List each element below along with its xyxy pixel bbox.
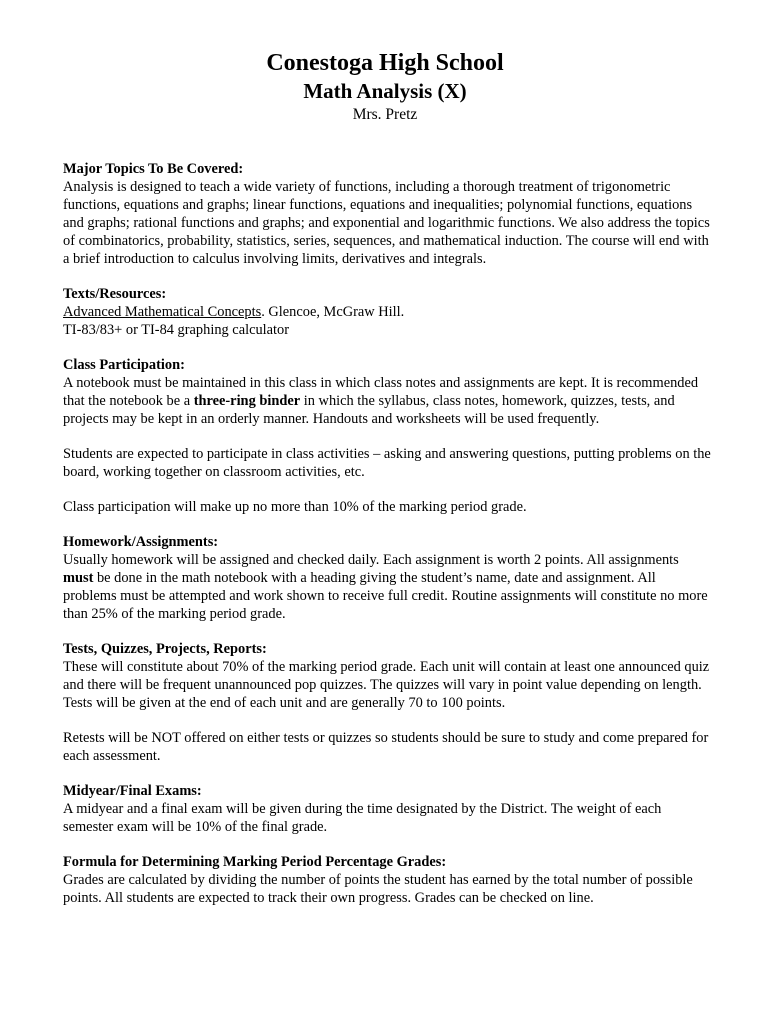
- participation-paragraph-1: [63, 374, 711, 428]
- section-tests: [63, 640, 711, 765]
- section-texts: [63, 285, 711, 339]
- homework-text-b: be done in the math notebook with a heading giving the student’s name, date and assignment. All problems must be attempted and work shown to receive full credit. Routine assignments will constitute no more than 25% of the marking period grade.: [63, 570, 708, 622]
- binder-emphasis: three-ring binder: [193, 393, 301, 409]
- course-title: Math Analysis (X): [303, 79, 467, 103]
- tests-paragraph-2: Retests will be NOT offered on either tests or quizzes so students should be sure to study and come prepared for each assessment.: [63, 730, 709, 764]
- section-exams: [63, 782, 711, 836]
- homework-text-a: Usually homework will be assigned and checked daily. Each assignment is worth 2 points. All assignments: [63, 552, 679, 568]
- participation-paragraph-3: Class participation will make up no more than 10% of the marking period grade.: [63, 499, 527, 515]
- formula-heading: Formula for Determining Marking Period Percentage Grades:: [63, 854, 447, 870]
- formula-body: Grades are calculated by dividing the number of points the student has earned by the total number of possible points. All students are expected to track their own progress. Grades can be checked on line.: [63, 872, 693, 906]
- school-title: Conestoga High School: [266, 50, 504, 76]
- participation-text-b: in which the syllabus, class notes, homework, quizzes, tests, and projects may be kept in an orderly manner. Handouts and worksheets will be used frequently.: [63, 393, 675, 427]
- participation-paragraph-2: Students are expected to participate in class activities – asking and answering questions, putting problems on the board, working together on classroom activities, etc.: [63, 446, 711, 480]
- textbook-title: Advanced Mathematical Concepts: [63, 304, 262, 320]
- syllabus-body: [63, 160, 711, 924]
- teacher-name: Mrs. Pretz: [352, 106, 418, 123]
- textbook-publisher: . Glencoe, McGraw Hill.: [261, 304, 405, 320]
- section-homework: [63, 533, 711, 623]
- tests-heading: Tests, Quizzes, Projects, Reports:: [63, 641, 267, 657]
- textbook-line: [63, 303, 711, 321]
- must-emphasis: must: [63, 570, 94, 586]
- section-topics: [63, 160, 711, 268]
- texts-heading: Texts/Resources:: [63, 286, 167, 302]
- participation-heading: Class Participation:: [63, 357, 185, 373]
- homework-body: [63, 551, 711, 623]
- calculator-line: TI-83/83+ or TI-84 graphing calculator: [63, 322, 290, 338]
- section-formula: [63, 853, 711, 907]
- homework-heading: Homework/Assignments:: [63, 534, 219, 550]
- exams-heading: Midyear/Final Exams:: [63, 783, 202, 799]
- topics-body: Analysis is designed to teach a wide variety of functions, including a thorough treatment of trigonometric functions, equations and graphs; linear functions, equations and inequalities; polynomial functions, equations and graphs; rational functions and graphs; and exponential and logarithmic functions. We also address the topics of combinatorics, probability, statistics, series, sequences, and mathematical induction. The course will end with a brief introduction to calculus involving limits, derivatives and integrals.: [63, 179, 710, 267]
- tests-paragraph-1: These will constitute about 70% of the marking period grade. Each unit will contain at least one announced quiz and there will be frequent unannounced pop quizzes. The quizzes will vary in point value depending on length. Tests will be given at the end of each unit and are generally 70 to 100 points.: [63, 659, 710, 711]
- section-participation: [63, 356, 711, 516]
- topics-heading: Major Topics To Be Covered:: [63, 161, 244, 177]
- exams-body: A midyear and a final exam will be given during the time designated by the District. The weight of each semester exam will be 10% of the final grade.: [63, 801, 662, 835]
- participation-text-a: A notebook must be maintained in this class in which class notes and assignments are kept. It is recommended that the notebook be a: [63, 375, 699, 409]
